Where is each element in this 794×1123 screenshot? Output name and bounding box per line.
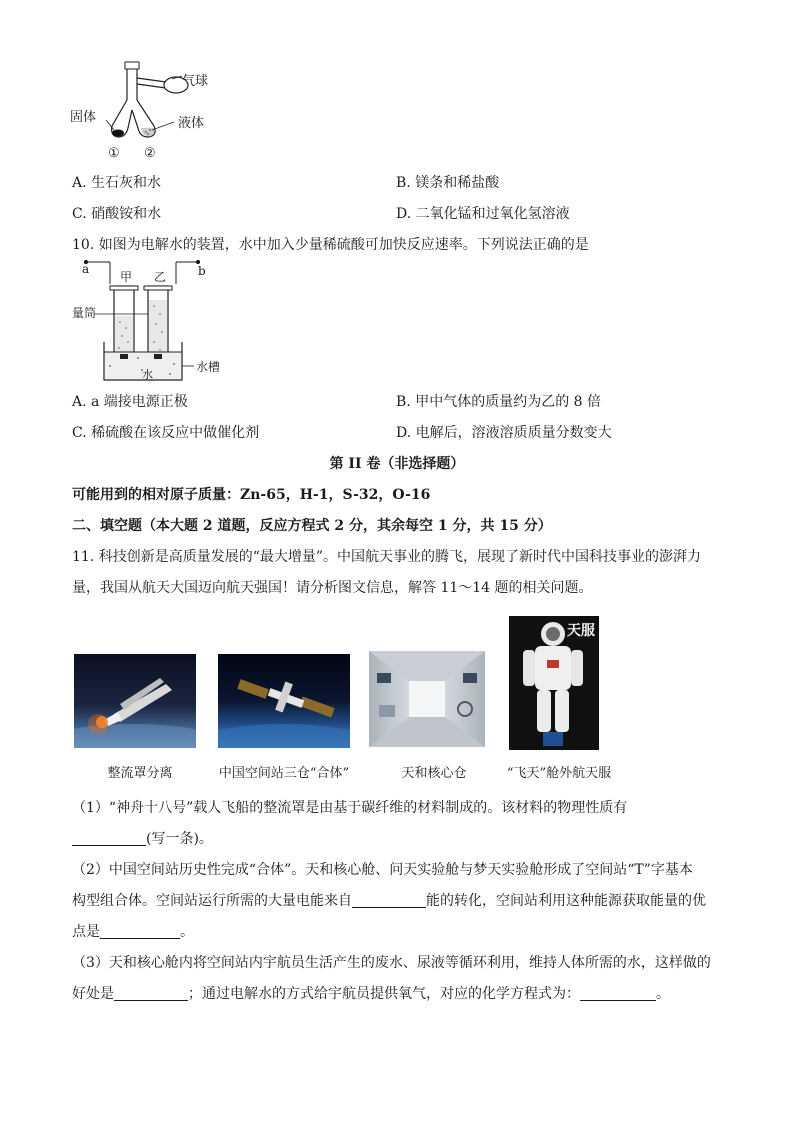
q11-p2-line2 xyxy=(72,890,706,910)
q11-intro-line1: 11. 科技创新是高质量发展的“最大增量”。中国航天事业的腾飞，展现了新时代中国科技事业的澎湃力 xyxy=(72,549,702,565)
terminal-b-label: b xyxy=(198,264,206,278)
water-label: 水 xyxy=(142,368,153,381)
q11-p3-line1: （3）天和核心舱内将空间站内宇航员生活产生的废水、尿液等循环利用，维持人体所需的水，这样做的 xyxy=(72,955,711,971)
part-heading: 二、填空题（本大题 2 道题，反应方程式 2 分，其余每空 1 分，共 15 分） xyxy=(72,518,552,534)
electrolysis-figure xyxy=(70,256,230,386)
q11-p2-line1: （2）中国空间站历史性完成“合体”。天和核心舱、问天实验舱与梦天实验舱形成了空间站“T”字基本 xyxy=(72,862,693,878)
suit-sign-text: 天服 xyxy=(567,622,595,638)
q11-p1-suffix: (写一条)。 xyxy=(146,831,213,847)
answer-blank-3[interactable] xyxy=(100,924,180,939)
q10-option-b: B. 甲中气体的质量约为乙的 8 倍 xyxy=(396,394,601,410)
caption-fairing: 整流罩分离 xyxy=(107,766,173,781)
q10-option-a: A. a 端接电源正极 xyxy=(72,394,188,410)
solid-label: 固体 xyxy=(70,110,97,125)
q11-p2-prefix: 构型组合体。空间站运行所需的大量电能来自 xyxy=(72,893,352,909)
liquid-label: 液体 xyxy=(178,116,205,131)
q10-option-c: C. 稀硫酸在该反应中做催化剂 xyxy=(72,425,260,441)
q9-option-a: A. 生石灰和水 xyxy=(72,175,162,191)
q11-intro-line2: 量，我国从航天大国迈向航天强国！请分析图文信息，解答 11～14 题的相关问题。 xyxy=(72,580,593,596)
cylinder-label: 量筒 xyxy=(72,306,97,320)
answer-blank-2[interactable] xyxy=(352,893,426,908)
tube-yi-label: 乙 xyxy=(154,270,167,284)
marker-2: ② xyxy=(144,146,156,161)
q11-p2-line3 xyxy=(72,921,194,941)
q9-option-b: B. 镁条和稀盐酸 xyxy=(396,175,500,191)
q11-p3-line2 xyxy=(72,983,670,1003)
q11-p2-suffix: 能的转化，空间站利用这种能源获取能量的优 xyxy=(426,893,706,909)
q11-p3-suffix: 。 xyxy=(656,986,670,1002)
answer-blank-4[interactable] xyxy=(114,986,188,1001)
q10-option-d: D. 电解后，溶液溶质质量分数变大 xyxy=(396,425,612,441)
answer-blank-1[interactable] xyxy=(72,831,146,846)
caption-spacesuit: “飞天”舱外航天服 xyxy=(506,766,612,781)
marker-1: ① xyxy=(108,146,120,161)
section-title: 第 II 卷（非选择题） xyxy=(329,456,465,472)
balloon-label: 气球 xyxy=(182,74,209,89)
atomic-masses: 可能用到的相对原子质量：Zn-65，H-1，S-32，O-16 xyxy=(72,487,431,503)
feitian-spacesuit-photo xyxy=(509,616,599,750)
tianhe-module-photo xyxy=(369,651,485,747)
q11-p2-line3-suffix: 。 xyxy=(180,924,194,940)
q9-option-c: C. 硝酸铵和水 xyxy=(72,206,162,222)
q11-p3-prefix: 好处是 xyxy=(72,986,114,1002)
q11-p3-mid: ；通过电解水的方式给宇航员提供氧气，对应的化学方程式为： xyxy=(188,986,580,1002)
y-tube-figure xyxy=(70,58,230,166)
space-station-photo xyxy=(218,654,350,748)
terminal-a-label: a xyxy=(82,262,90,276)
fairing-separation-photo xyxy=(74,654,196,748)
q11-p1-line2 xyxy=(72,828,213,848)
caption-station: 中国空间站三仓“合体” xyxy=(218,766,350,781)
q11-p2-line3-prefix: 点是 xyxy=(72,924,100,940)
answer-blank-5[interactable] xyxy=(580,986,656,1001)
tube-jia-label: 甲 xyxy=(120,270,133,284)
q9-option-d: D. 二氧化锰和过氧化氢溶液 xyxy=(396,206,570,222)
q10-stem: 10. 如图为电解水的装置，水中加入少量稀硫酸可加快反应速率。下列说法正确的是 xyxy=(72,237,589,253)
q11-p1-line1: （1）“神舟十八号”载人飞船的整流罩是由基于碳纤维的材料制成的。该材料的物理性质有 xyxy=(72,800,628,816)
trough-label: 水槽 xyxy=(196,360,221,374)
caption-tianhe: 天和核心仓 xyxy=(401,766,467,781)
